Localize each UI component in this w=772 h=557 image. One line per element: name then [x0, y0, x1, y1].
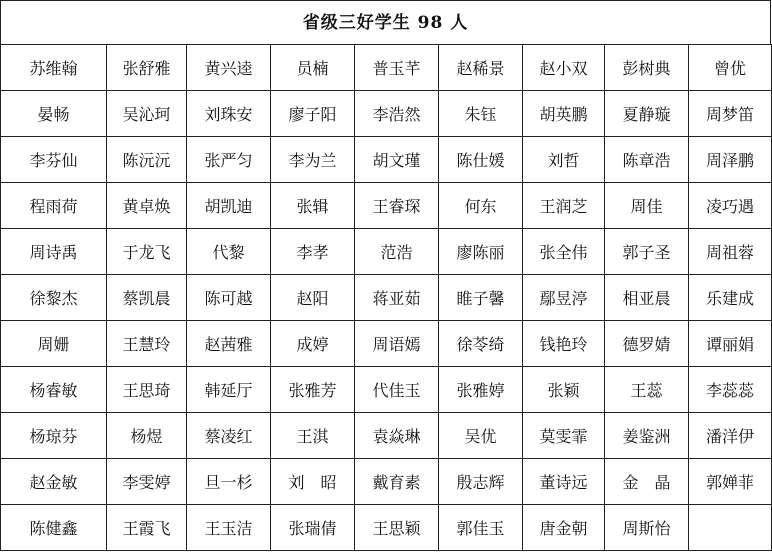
student-name-cell: 代佳玉 — [355, 367, 439, 413]
table-row — [1, 413, 772, 459]
student-name-cell: 赵金敏 — [1, 459, 107, 505]
student-name-cell: 朱钰 — [439, 91, 523, 137]
student-name-cell: 徐苓绮 — [439, 321, 523, 367]
table-row — [1, 367, 772, 413]
student-name-cell: 周梦笛 — [689, 91, 772, 137]
student-name-cell: 韩延厅 — [187, 367, 271, 413]
table-row — [1, 91, 772, 137]
student-name-cell: 周斯怡 — [605, 505, 689, 551]
student-name-cell: 睢子馨 — [439, 275, 523, 321]
student-name-cell: 莫雯霏 — [523, 413, 605, 459]
student-name-cell: 袁焱琳 — [355, 413, 439, 459]
student-name-cell: 张舒雅 — [107, 45, 187, 91]
student-name-cell: 王睿琛 — [355, 183, 439, 229]
student-name-cell: 胡文瑾 — [355, 137, 439, 183]
student-name-cell: 黄兴逵 — [187, 45, 271, 91]
student-name-cell: 王霞飞 — [107, 505, 187, 551]
table-row — [1, 137, 772, 183]
student-name-cell: 成婷 — [271, 321, 355, 367]
student-name-cell: 李为兰 — [271, 137, 355, 183]
student-name-cell: 范浩 — [355, 229, 439, 275]
student-name-cell: 胡英鹏 — [523, 91, 605, 137]
student-name-cell: 鄢昱渟 — [523, 275, 605, 321]
student-name-cell: 赵稀景 — [439, 45, 523, 91]
table-row — [1, 459, 772, 505]
student-name-cell: 戴育素 — [355, 459, 439, 505]
student-name-cell: 何东 — [439, 183, 523, 229]
student-name-cell: 廖子阳 — [271, 91, 355, 137]
student-name-cell: 姜鉴洲 — [605, 413, 689, 459]
student-name-cell: 张全伟 — [523, 229, 605, 275]
student-name-cell: 相亚晨 — [605, 275, 689, 321]
student-name-cell: 王思琦 — [107, 367, 187, 413]
student-name-cell: 彭树典 — [605, 45, 689, 91]
student-name-cell: 王润芝 — [523, 183, 605, 229]
student-name-cell: 刘 昭 — [271, 459, 355, 505]
student-name-cell: 苏维翰 — [1, 45, 107, 91]
student-name-cell: 刘哲 — [523, 137, 605, 183]
student-name-cell: 于龙飞 — [107, 229, 187, 275]
student-name-cell: 赵小双 — [523, 45, 605, 91]
student-name-cell: 谭丽娟 — [689, 321, 772, 367]
student-name-cell: 杨琼芬 — [1, 413, 107, 459]
student-name-cell: 杨煜 — [107, 413, 187, 459]
student-name-cell: 陈健鑫 — [1, 505, 107, 551]
student-name-cell: 王蕊 — [605, 367, 689, 413]
student-name-cell: 程雨荷 — [1, 183, 107, 229]
student-name-cell: 周祖蓉 — [689, 229, 772, 275]
student-name-cell: 杨睿敏 — [1, 367, 107, 413]
student-name-cell: 王玉洁 — [187, 505, 271, 551]
student-name-cell: 蒋亚茹 — [355, 275, 439, 321]
student-name-cell: 陈可越 — [187, 275, 271, 321]
names-table — [0, 44, 772, 551]
student-name-cell: 乐建成 — [689, 275, 772, 321]
student-name-cell — [689, 505, 772, 551]
student-name-cell: 旦一杉 — [187, 459, 271, 505]
student-name-cell: 徐黎杰 — [1, 275, 107, 321]
names-table-body — [1, 45, 772, 551]
student-name-cell: 金 晶 — [605, 459, 689, 505]
student-name-cell: 凌巧遇 — [689, 183, 772, 229]
student-name-cell: 李孝 — [271, 229, 355, 275]
student-name-cell: 董诗远 — [523, 459, 605, 505]
student-name-cell: 王慧玲 — [107, 321, 187, 367]
student-name-cell: 李雯婷 — [107, 459, 187, 505]
table-row — [1, 505, 772, 551]
table-row — [1, 45, 772, 91]
student-name-cell: 刘珠安 — [187, 91, 271, 137]
student-name-cell: 张雅芳 — [271, 367, 355, 413]
student-name-cell: 代黎 — [187, 229, 271, 275]
student-name-cell: 夏静璇 — [605, 91, 689, 137]
student-name-cell: 钱艳玲 — [523, 321, 605, 367]
student-name-cell: 李蕊蕊 — [689, 367, 772, 413]
student-name-cell: 张辑 — [271, 183, 355, 229]
student-name-cell: 张瑞倩 — [271, 505, 355, 551]
student-name-cell: 郭子圣 — [605, 229, 689, 275]
student-name-cell: 赵茜雅 — [187, 321, 271, 367]
student-name-cell: 唐金朝 — [523, 505, 605, 551]
student-name-cell: 周佳 — [605, 183, 689, 229]
student-name-cell: 王淇 — [271, 413, 355, 459]
table-row — [1, 321, 772, 367]
student-name-cell: 殷志辉 — [439, 459, 523, 505]
student-name-cell: 周泽鹏 — [689, 137, 772, 183]
student-name-cell: 陈章浩 — [605, 137, 689, 183]
student-name-cell: 潘洋伊 — [689, 413, 772, 459]
student-name-cell: 王思颖 — [355, 505, 439, 551]
table-row — [1, 275, 772, 321]
student-name-cell: 郭佳玉 — [439, 505, 523, 551]
student-name-cell: 赵阳 — [271, 275, 355, 321]
table-title: 省级三好学生 98 人 — [0, 0, 771, 44]
student-name-cell: 李芬仙 — [1, 137, 107, 183]
student-name-cell: 张雅婷 — [439, 367, 523, 413]
student-name-cell: 蔡凯晨 — [107, 275, 187, 321]
student-name-cell: 普玉芊 — [355, 45, 439, 91]
table-row — [1, 229, 772, 275]
student-name-cell: 吴沁珂 — [107, 91, 187, 137]
student-name-cell: 李浩然 — [355, 91, 439, 137]
table-row — [1, 183, 772, 229]
student-name-cell: 陈沅沅 — [107, 137, 187, 183]
student-name-cell: 陈仕媛 — [439, 137, 523, 183]
student-name-cell: 吴优 — [439, 413, 523, 459]
student-name-cell: 曾优 — [689, 45, 772, 91]
student-name-cell: 员楠 — [271, 45, 355, 91]
student-name-cell: 晏畅 — [1, 91, 107, 137]
student-name-cell: 胡凯迪 — [187, 183, 271, 229]
student-name-cell: 周诗禹 — [1, 229, 107, 275]
student-name-cell: 张颖 — [523, 367, 605, 413]
student-name-cell: 张严匀 — [187, 137, 271, 183]
student-name-cell: 郭婵菲 — [689, 459, 772, 505]
student-name-cell: 周语嫣 — [355, 321, 439, 367]
student-name-cell: 蔡凌红 — [187, 413, 271, 459]
student-name-cell: 周姗 — [1, 321, 107, 367]
student-name-cell: 德罗婧 — [605, 321, 689, 367]
student-name-cell: 黄卓焕 — [107, 183, 187, 229]
student-name-cell: 廖陈丽 — [439, 229, 523, 275]
